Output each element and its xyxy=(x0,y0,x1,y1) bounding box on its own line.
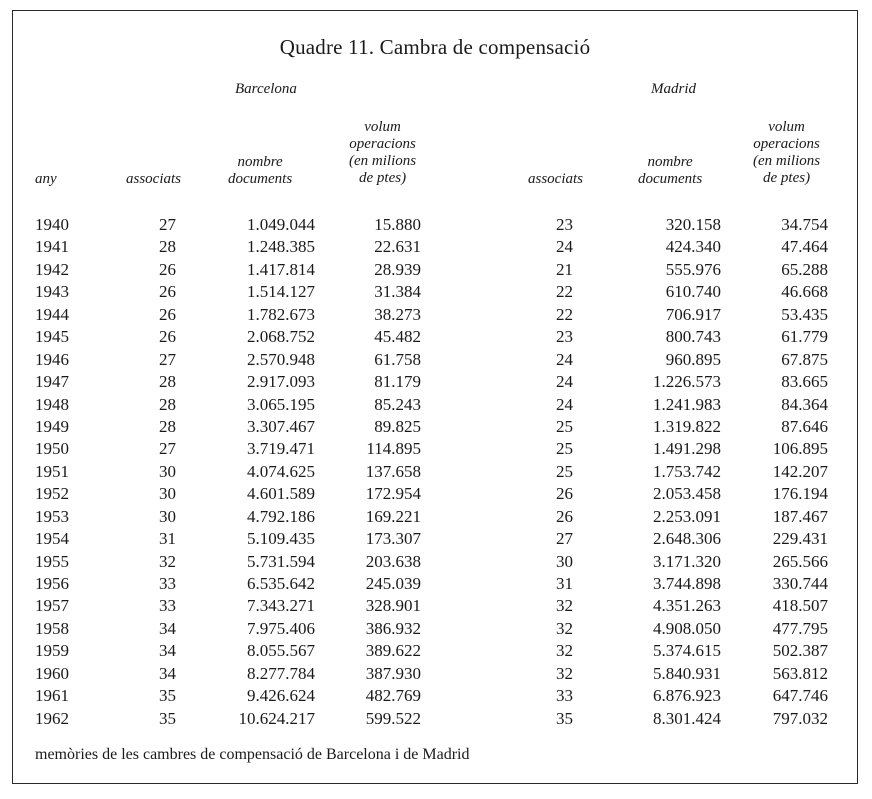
cell-barcelona-volum: 45.482 xyxy=(374,327,421,347)
header-volum-line: (en milions xyxy=(349,153,417,169)
cell-barcelona-associats: 32 xyxy=(159,551,176,571)
cell-madrid-associats: 31 xyxy=(556,574,573,593)
cell-madrid-associats: 22 xyxy=(556,304,573,324)
header-documents-line: nombre xyxy=(237,154,283,170)
cell-barcelona-documents: 2.570.948 xyxy=(247,349,315,369)
cell-barcelona-documents: 1.049.044 xyxy=(247,215,315,234)
cell-year: 1957 xyxy=(35,596,69,616)
cell-barcelona-volum: 28.939 xyxy=(374,259,421,279)
cell-barcelona-documents: 8.277.784 xyxy=(247,663,315,683)
header-volum-line: de ptes) xyxy=(763,170,811,186)
cell-barcelona-documents: 1.417.814 xyxy=(247,259,315,279)
cell-barcelona-associats: 26 xyxy=(159,282,176,302)
cell-madrid-volum: 797.032 xyxy=(772,708,828,728)
cell-madrid-documents: 4.351.263 xyxy=(653,596,721,616)
cell-madrid-associats: 23 xyxy=(556,215,573,234)
cell-madrid-volum: 265.566 xyxy=(772,551,828,571)
cell-madrid-documents: 2.253.091 xyxy=(653,506,721,526)
table-row xyxy=(13,618,857,640)
cell-year: 1956 xyxy=(35,574,69,593)
cell-madrid-associats: 32 xyxy=(556,596,573,616)
cell-barcelona-associats: 28 xyxy=(159,372,176,392)
cell-barcelona-volum: 389.622 xyxy=(365,641,421,661)
cell-barcelona-documents: 4.601.589 xyxy=(247,484,315,504)
table-row xyxy=(13,685,857,707)
cell-madrid-documents: 5.374.615 xyxy=(653,641,721,661)
cell-madrid-volum: 87.646 xyxy=(781,416,828,436)
cell-madrid-associats: 32 xyxy=(556,663,573,683)
cell-barcelona-associats: 27 xyxy=(159,439,176,459)
cell-barcelona-documents: 1.514.127 xyxy=(247,282,315,302)
cell-madrid-documents: 6.876.923 xyxy=(653,686,721,706)
cell-barcelona-documents: 2.068.752 xyxy=(247,327,315,347)
header-associats-label: associats xyxy=(126,171,182,187)
cell-madrid-documents: 424.340 xyxy=(665,237,721,257)
cell-barcelona-documents: 10.624.217 xyxy=(238,708,315,728)
cell-year: 1958 xyxy=(35,618,69,638)
cell-barcelona-associats: 26 xyxy=(159,304,176,324)
cell-barcelona-volum: 38.273 xyxy=(374,304,421,324)
table-title: Quadre 11. Cambra de compensació xyxy=(279,35,591,59)
cell-year: 1959 xyxy=(35,641,69,661)
cell-madrid-volum: 47.464 xyxy=(781,237,828,257)
cell-madrid-volum: 83.665 xyxy=(781,372,828,392)
cell-madrid-volum: 502.387 xyxy=(772,641,828,661)
cell-madrid-associats: 24 xyxy=(556,349,573,369)
cell-barcelona-documents: 2.917.093 xyxy=(247,372,315,392)
table-row xyxy=(13,438,857,460)
cell-madrid-volum: 106.895 xyxy=(772,439,828,459)
header-any xyxy=(35,171,57,188)
cell-madrid-volum: 67.875 xyxy=(781,349,828,369)
cell-barcelona-associats: 28 xyxy=(159,416,176,436)
cell-year: 1951 xyxy=(35,461,69,481)
table-row xyxy=(13,371,857,393)
cell-madrid-volum: 647.746 xyxy=(772,686,828,706)
cell-madrid-volum: 84.364 xyxy=(781,394,828,414)
cell-madrid-documents: 960.895 xyxy=(665,349,721,369)
cell-madrid-documents: 2.648.306 xyxy=(653,529,721,549)
header-documents-barcelona xyxy=(228,154,292,188)
cell-year: 1946 xyxy=(35,349,69,369)
cell-barcelona-documents: 5.109.435 xyxy=(247,529,315,549)
cell-madrid-volum: 34.754 xyxy=(781,215,828,234)
table-frame xyxy=(12,10,858,784)
cell-barcelona-volum: 386.932 xyxy=(365,618,421,638)
header-documents-madrid xyxy=(638,154,702,188)
cell-barcelona-documents: 3.307.467 xyxy=(247,416,315,436)
table-body xyxy=(13,214,857,730)
cell-madrid-documents: 320.158 xyxy=(665,215,721,234)
cell-barcelona-documents: 7.975.406 xyxy=(247,618,315,638)
cell-year: 1944 xyxy=(35,304,69,324)
cell-barcelona-documents: 9.426.624 xyxy=(247,686,315,706)
cell-madrid-volum: 418.507 xyxy=(772,596,828,616)
cell-madrid-associats: 25 xyxy=(556,416,573,436)
cell-barcelona-associats: 30 xyxy=(159,484,176,504)
cell-madrid-volum: 187.467 xyxy=(772,506,828,526)
header-volum-line: operacions xyxy=(753,136,820,152)
cell-madrid-volum: 65.288 xyxy=(781,259,828,279)
cell-madrid-documents: 1.241.983 xyxy=(653,394,721,414)
table-row xyxy=(13,551,857,573)
table-row xyxy=(13,304,857,326)
cell-madrid-associats: 22 xyxy=(556,282,573,302)
cell-madrid-documents: 1.753.742 xyxy=(653,461,721,481)
cell-barcelona-volum: 89.825 xyxy=(374,416,421,436)
cell-madrid-documents: 1.319.822 xyxy=(653,416,721,436)
cell-barcelona-volum: 173.307 xyxy=(365,529,421,549)
cell-madrid-documents: 3.171.320 xyxy=(653,551,721,571)
cell-barcelona-volum: 81.179 xyxy=(374,372,421,392)
cell-barcelona-volum: 22.631 xyxy=(374,237,421,257)
cell-madrid-volum: 229.431 xyxy=(772,529,828,549)
cell-barcelona-volum: 482.769 xyxy=(365,686,421,706)
cell-madrid-associats: 21 xyxy=(556,259,573,279)
cell-madrid-associats: 25 xyxy=(556,439,573,459)
cell-barcelona-documents: 7.343.271 xyxy=(247,596,315,616)
cell-madrid-documents: 1.491.298 xyxy=(653,439,721,459)
cell-madrid-volum: 142.207 xyxy=(772,461,828,481)
cell-madrid-associats: 26 xyxy=(556,484,573,504)
cell-year: 1960 xyxy=(35,663,69,683)
header-volum-line: operacions xyxy=(349,136,416,152)
cell-year: 1947 xyxy=(35,372,69,392)
table-row xyxy=(13,573,857,595)
cell-madrid-associats: 33 xyxy=(556,686,573,706)
cell-barcelona-documents: 4.792.186 xyxy=(247,506,315,526)
cell-year: 1961 xyxy=(35,686,69,706)
header-documents-line: nombre xyxy=(647,154,693,170)
table-row xyxy=(13,461,857,483)
header-volum-line: volum xyxy=(364,119,401,135)
cell-madrid-associats: 30 xyxy=(556,551,573,571)
cell-madrid-documents: 706.917 xyxy=(665,304,721,324)
cell-madrid-associats: 32 xyxy=(556,641,573,661)
cell-year: 1955 xyxy=(35,551,69,571)
cell-madrid-associats: 27 xyxy=(556,529,573,549)
header-documents-line: documents xyxy=(228,171,293,187)
cell-barcelona-associats: 27 xyxy=(159,349,176,369)
cell-madrid-volum: 563.812 xyxy=(772,663,828,683)
cell-barcelona-volum: 328.901 xyxy=(365,596,421,616)
cell-barcelona-volum: 114.895 xyxy=(366,439,421,459)
cell-barcelona-documents: 1.248.385 xyxy=(247,237,315,257)
cell-madrid-volum: 330.744 xyxy=(772,574,828,593)
cell-madrid-documents: 8.301.424 xyxy=(653,708,721,728)
cell-year: 1942 xyxy=(35,259,69,279)
cell-madrid-volum: 477.795 xyxy=(772,618,828,638)
cell-barcelona-documents: 8.055.567 xyxy=(247,641,315,661)
cell-madrid-documents: 4.908.050 xyxy=(653,618,721,638)
cell-barcelona-associats: 35 xyxy=(159,686,176,706)
table-row xyxy=(13,708,857,730)
header-volum-line: volum xyxy=(768,119,805,135)
cell-madrid-associats: 24 xyxy=(556,237,573,257)
cell-barcelona-volum: 31.384 xyxy=(374,282,421,302)
table-row xyxy=(13,528,857,550)
cell-madrid-associats: 32 xyxy=(556,618,573,638)
table-row xyxy=(13,236,857,258)
cell-barcelona-volum: 15.880 xyxy=(374,215,421,234)
table-row xyxy=(13,326,857,348)
cell-madrid-volum: 46.668 xyxy=(781,282,828,302)
cell-barcelona-documents: 3.065.195 xyxy=(247,394,315,414)
cell-madrid-documents: 1.226.573 xyxy=(653,372,721,392)
cell-barcelona-documents: 6.535.642 xyxy=(247,574,315,593)
cell-barcelona-documents: 5.731.594 xyxy=(247,551,315,571)
cell-year: 1950 xyxy=(35,439,69,459)
cell-barcelona-associats: 26 xyxy=(159,259,176,279)
table-row xyxy=(13,640,857,662)
cell-barcelona-volum: 169.221 xyxy=(365,506,421,526)
cell-barcelona-associats: 31 xyxy=(159,529,176,549)
header-associats-barcelona xyxy=(126,171,181,188)
source-note: memòries de les cambres de compensació de Barcelona i de Madrid xyxy=(35,746,470,763)
cell-barcelona-volum: 245.039 xyxy=(365,574,421,593)
cell-madrid-associats: 23 xyxy=(556,327,573,347)
header-volum-madrid xyxy=(753,119,820,187)
cell-barcelona-associats: 30 xyxy=(159,506,176,526)
cell-barcelona-associats: 27 xyxy=(159,215,176,234)
header-any-label: any xyxy=(35,171,57,187)
cell-barcelona-associats: 28 xyxy=(159,394,176,414)
cell-barcelona-associats: 35 xyxy=(159,708,176,728)
cell-madrid-documents: 555.976 xyxy=(665,259,721,279)
cell-barcelona-associats: 33 xyxy=(159,574,176,593)
cell-barcelona-volum: 137.658 xyxy=(365,461,421,481)
cell-barcelona-volum: 85.243 xyxy=(374,394,421,414)
table-row xyxy=(13,483,857,505)
table-row xyxy=(13,214,857,236)
cell-barcelona-volum: 203.638 xyxy=(365,551,421,571)
header-documents-line: documents xyxy=(638,171,703,187)
cell-year: 1940 xyxy=(35,215,69,234)
cell-barcelona-associats: 30 xyxy=(159,461,176,481)
header-volum-line: (en milions xyxy=(753,153,821,169)
header-associats-madrid xyxy=(528,171,583,188)
cell-barcelona-documents: 4.074.625 xyxy=(247,461,315,481)
city-heading-madrid: Madrid xyxy=(651,81,696,97)
cell-madrid-associats: 25 xyxy=(556,461,573,481)
cell-barcelona-associats: 33 xyxy=(159,596,176,616)
table-row xyxy=(13,595,857,617)
cell-barcelona-associats: 34 xyxy=(159,641,176,661)
cell-barcelona-associats: 34 xyxy=(159,618,176,638)
cell-barcelona-volum: 61.758 xyxy=(374,349,421,369)
cell-madrid-documents: 800.743 xyxy=(665,327,721,347)
table-row xyxy=(13,281,857,303)
cell-barcelona-documents: 1.782.673 xyxy=(247,304,315,324)
cell-year: 1953 xyxy=(35,506,69,526)
header-volum-barcelona xyxy=(349,119,416,187)
cell-barcelona-volum: 599.522 xyxy=(365,708,421,728)
cell-year: 1943 xyxy=(35,282,69,302)
cell-madrid-associats: 24 xyxy=(556,372,573,392)
cell-madrid-volum: 53.435 xyxy=(781,304,828,324)
cell-year: 1948 xyxy=(35,394,69,414)
header-associats-label: associats xyxy=(528,171,584,187)
cell-madrid-documents: 3.744.898 xyxy=(653,574,721,593)
cell-barcelona-documents: 3.719.471 xyxy=(247,439,315,459)
cell-barcelona-associats: 34 xyxy=(159,663,176,683)
table-row xyxy=(13,259,857,281)
cell-madrid-volum: 61.779 xyxy=(781,327,828,347)
cell-madrid-documents: 5.840.931 xyxy=(653,663,721,683)
cell-year: 1962 xyxy=(35,708,69,728)
cell-year: 1941 xyxy=(35,237,69,257)
cell-madrid-associats: 24 xyxy=(556,394,573,414)
cell-madrid-associats: 35 xyxy=(556,708,573,728)
table-row xyxy=(13,349,857,371)
cell-year: 1954 xyxy=(35,529,69,549)
cell-barcelona-volum: 172.954 xyxy=(365,484,421,504)
cell-madrid-documents: 610.740 xyxy=(665,282,721,302)
table-row xyxy=(13,663,857,685)
table-row xyxy=(13,416,857,438)
cell-barcelona-associats: 26 xyxy=(159,327,176,347)
city-heading-barcelona: Barcelona xyxy=(235,81,297,97)
cell-barcelona-associats: 28 xyxy=(159,237,176,257)
cell-year: 1945 xyxy=(35,327,69,347)
cell-madrid-associats: 26 xyxy=(556,506,573,526)
table-row xyxy=(13,394,857,416)
table-row xyxy=(13,506,857,528)
header-volum-line: de ptes) xyxy=(359,170,407,186)
cell-year: 1949 xyxy=(35,416,69,436)
cell-year: 1952 xyxy=(35,484,69,504)
cell-madrid-volum: 176.194 xyxy=(772,484,828,504)
cell-madrid-documents: 2.053.458 xyxy=(653,484,721,504)
cell-barcelona-volum: 387.930 xyxy=(365,663,421,683)
